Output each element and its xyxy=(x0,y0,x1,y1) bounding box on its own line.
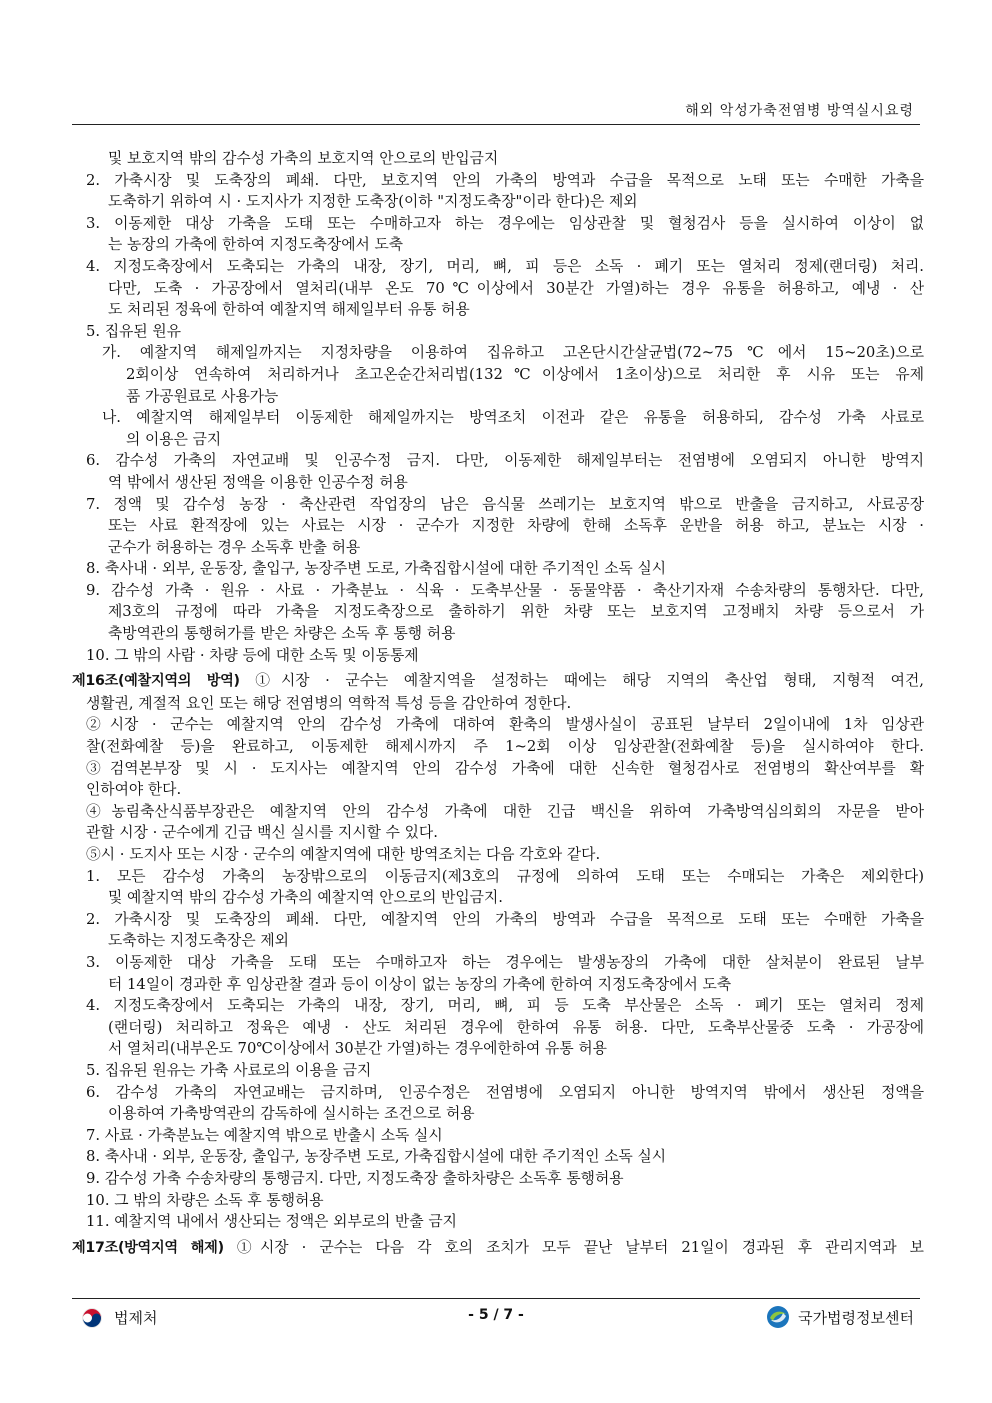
text-line: 6. 감수성 가축의 자연교배 및 인공수정 금지. 다만, 이동제한 해제일부터는 전염병에 오염되지 아니한 방역지 xyxy=(86,452,924,470)
text-line: ③검역본부장 및 시 · 도지사는 예찰지역 안의 감수성 가축에 대한 신속한 혈청검사로 전염병의 확산여부를 확 xyxy=(86,759,924,777)
page-header xyxy=(72,96,920,125)
text-line: 품 가공원료로 사용가능 xyxy=(126,387,279,405)
text-line: 군수가 허용하는 경우 소독후 반출 허용 xyxy=(108,538,361,556)
text-line: 나. 예찰지역 해제일부터 이동제한 해제일까지는 방역조치 이전과 같은 유통을 허용하되, 감수성 가축 사료로 xyxy=(102,409,924,427)
text-line: 이용하여 가축방역관의 감독하에 실시하는 조건으로 허용 xyxy=(108,1105,475,1123)
text-line: 8. 축사내 · 외부, 운동장, 출입구, 농장주변 도로, 가축집합시설에 대한 주기적인 소독 실시 xyxy=(86,560,667,578)
text-line: 생활권, 계절적 요인 또는 해당 전염병의 역학적 특성 등을 감안하여 정한다. xyxy=(86,694,572,712)
text-line: 도축하는 지정도축장은 제외 xyxy=(108,932,289,950)
text-line: 및 보호지역 밖의 감수성 가축의 보호지역 안으로의 반입금지 xyxy=(108,150,499,167)
text-line: 7. 정액 및 감수성 농장 · 축산관련 작업장의 남은 음식물 쓰레기는 보호지역 밖으로 반출을 금지하고, 사료공장 xyxy=(86,495,924,513)
page-footer xyxy=(72,1298,920,1339)
text-line: 는 농장의 가축에 한하여 지정도축장에서 도축 xyxy=(108,236,404,254)
text-line: 제3호의 규정에 따라 가축을 지정도축장으로 출하하기 위한 차량 또는 보호지역 고정배치 차량 등으로서 가 xyxy=(108,603,924,621)
text-line: 4. 지정도축장에서 도축되는 가축의 내장, 장기, 머리, 뼈, 피 등 도축 부산물은 소독 · 폐기 또는 열처리 정제 xyxy=(86,997,924,1015)
text-line: 2. 가축시장 및 도축장의 폐쇄. 다만, 보호지역 안의 가축의 방역과 수급을 목적으로 노태 또는 수매한 가축을 xyxy=(86,171,924,189)
text-line: 8. 축사내 · 외부, 운동장, 출입구, 농장주변 도로, 가축집합시설에 대한 주기적인 소독 실시 xyxy=(86,1148,667,1166)
footer-org-left: 법제처 xyxy=(114,1309,158,1327)
text-line: 도축하기 위하여 시 · 도지사가 지정한 도축장(이하 "지정도축장"이라 한다)은 제외 xyxy=(108,193,638,211)
text-line: 찰(전화예찰 등)을 완료하고, 이동제한 해제시까지 주 1~2회 이상 임상관찰(전화예찰 등)을 실시하여야 한다. xyxy=(86,738,924,756)
page-number: - 5 / 7 - xyxy=(468,1307,524,1323)
text-line: 가. 예찰지역 해제일까지는 지정차량을 이용하여 집유하고 고온단시간살균법(72~75℃에서 15~20초)으로 xyxy=(102,344,924,362)
text-line: 및 예찰지역 밖의 감수성 가축의 예찰지역 안으로의 반입금지. xyxy=(108,889,503,907)
text-line: 2. 가축시장 및 도축장의 폐쇄. 다만, 예찰지역 안의 가축의 방역과 수급을 목적으로 도태 또는 수매한 가축을 xyxy=(86,910,924,928)
text-line: 축방역관의 통행허가를 받은 차량은 소독 후 통행 허용 xyxy=(108,625,456,643)
text-line: 1. 모든 감수성 가축의 농장밖으로의 이동금지(제3호의 규정에 의하여 도태 또는 수매되는 가축은 제외한다) xyxy=(86,867,924,885)
footer-org-right: 국가법령정보센터 xyxy=(798,1308,914,1327)
article-title: 제17조(방역지역 해제) xyxy=(72,1239,224,1256)
text-line: 역 밖에서 생산된 정액을 이용한 인공수정 허용 xyxy=(108,473,408,491)
text-line: 2회이상 연속하여 처리하거나 초고온순간처리법(132℃이상에서 1초이상)으로 처리한 후 시유 또는 유제 xyxy=(126,365,924,383)
text-line: 5. 집유된 원유는 가축 사료로의 이용을 금지 xyxy=(86,1061,372,1079)
text-line: 또는 사료 환적장에 있는 사료는 시장 · 군수가 지정한 차량에 한해 소독후 운반을 허용 하고, 분뇨는 시장 · xyxy=(108,517,924,535)
text-line: ②시장 · 군수는 예찰지역 안의 감수성 가축에 대하여 환축의 발생사실이 공표된 날부터 2일이내에 1차 임상관 xyxy=(86,716,924,734)
article-text: ①시장 · 군수는 예찰지역을 설정하는 때에는 해당 지역의 축산업 형태, 지형적 여건, xyxy=(239,672,924,690)
article-heading-line xyxy=(72,1237,924,1260)
text-line: (랜더링) 처리하고 정육은 예냉 · 산도 처리된 경우에 한하여 유통 허용. 다만, 도축부산물중 도축 · 가공장에 xyxy=(108,1018,924,1036)
text-line: 10. 그 밖의 사람 · 차량 등에 대한 소독 및 이동통제 xyxy=(86,646,419,664)
text-line: 3. 이동제한 대상 가축을 도태 또는 수매하고자 하는 경우에는 임상관찰 및 혈청검사 등을 실시하여 이상이 없 xyxy=(86,214,924,232)
text-line: 서 열처리(내부온도 70℃이상에서 30분간 가열)하는 경우에한하여 유통 허용 xyxy=(108,1040,607,1058)
text-line: 10. 그 밖의 차량은 소독 후 통행허용 xyxy=(86,1191,324,1209)
text-line: 11. 예찰지역 내에서 생산되는 정액은 외부로의 반출 금지 xyxy=(86,1213,457,1231)
text-line: 터 14일이 경과한 후 임상관찰 결과 등이 이상이 없는 농장의 가축에 한하여 지정도축장에서 도축 xyxy=(108,975,732,993)
text-line: 도 처리된 정육에 한하여 예찰지역 해제일부터 유통 허용 xyxy=(108,301,470,319)
text-line: 다만, 도축 · 가공장에서 열처리(내부 온도 70℃이상에서 30분간 가열)하는 경우 유통을 허용하고, 예냉 · 산 xyxy=(108,279,924,297)
text-line: 인하여야 한다. xyxy=(86,781,182,799)
text-line: 9. 감수성 가축 수송차량의 통행금지. 다만, 지정도축장 출하차량은 소독후 통행허용 xyxy=(86,1169,624,1187)
text-line: ⑤시 · 도지사 또는 시장 · 군수의 예찰지역에 대한 방역조치는 다음 각호와 같다. xyxy=(86,846,601,863)
text-line: 4. 지정도축장에서 도축되는 가축의 내장, 장기, 머리, 뼈, 피 등은 소독 · 폐기 또는 열처리 정제(랜더링) 처리. xyxy=(86,257,924,275)
text-line: ④농림축산식품부장관은 예찰지역 안의 감수성 가축에 대한 긴급 백신을 위하여 가축방역심의회의 자문을 받아 xyxy=(86,802,924,820)
text-line: 3. 이동제한 대상 가축을 도태 또는 수매하고자 하는 경우에는 발생농장의 가축에 대한 살처분이 완료된 날부 xyxy=(86,953,924,971)
text-line: 6. 감수성 가축의 자연교배는 금지하며, 인공수정은 전염병에 오염되지 아니한 방역지역 밖에서 생산된 정액을 xyxy=(86,1083,924,1101)
text-line: 관할 시장 · 군수에게 긴급 백신 실시를 지시할 수 있다. xyxy=(86,824,438,842)
article-text: ①시장 · 군수는 다음 각 호의 조치가 모두 끝난 날부터 21일이 경과된 후 관리지역과 보 xyxy=(223,1238,924,1256)
text-line: 5. 집유된 원유 xyxy=(86,322,181,340)
document-body xyxy=(72,148,924,1259)
article-title: 제16조(예찰지역의 방역) xyxy=(72,673,240,690)
document-title: 해외 악성가축전염병 방역실시요령 xyxy=(685,103,914,119)
text-line: 9. 감수성 가축 · 원유 · 사료 · 가축분뇨 · 식육 · 도축부산물 · 동물약품 · 축산기자재 수송차량의 통행차단. 다만, xyxy=(86,581,924,599)
klic-logo-icon xyxy=(766,1305,790,1329)
text-line: 의 이용은 금지 xyxy=(126,430,222,448)
article-heading-line xyxy=(72,670,924,693)
text-line: 7. 사료 · 가축분뇨는 예찰지역 밖으로 반출시 소독 실시 xyxy=(86,1126,443,1144)
footer-right xyxy=(766,1305,914,1329)
